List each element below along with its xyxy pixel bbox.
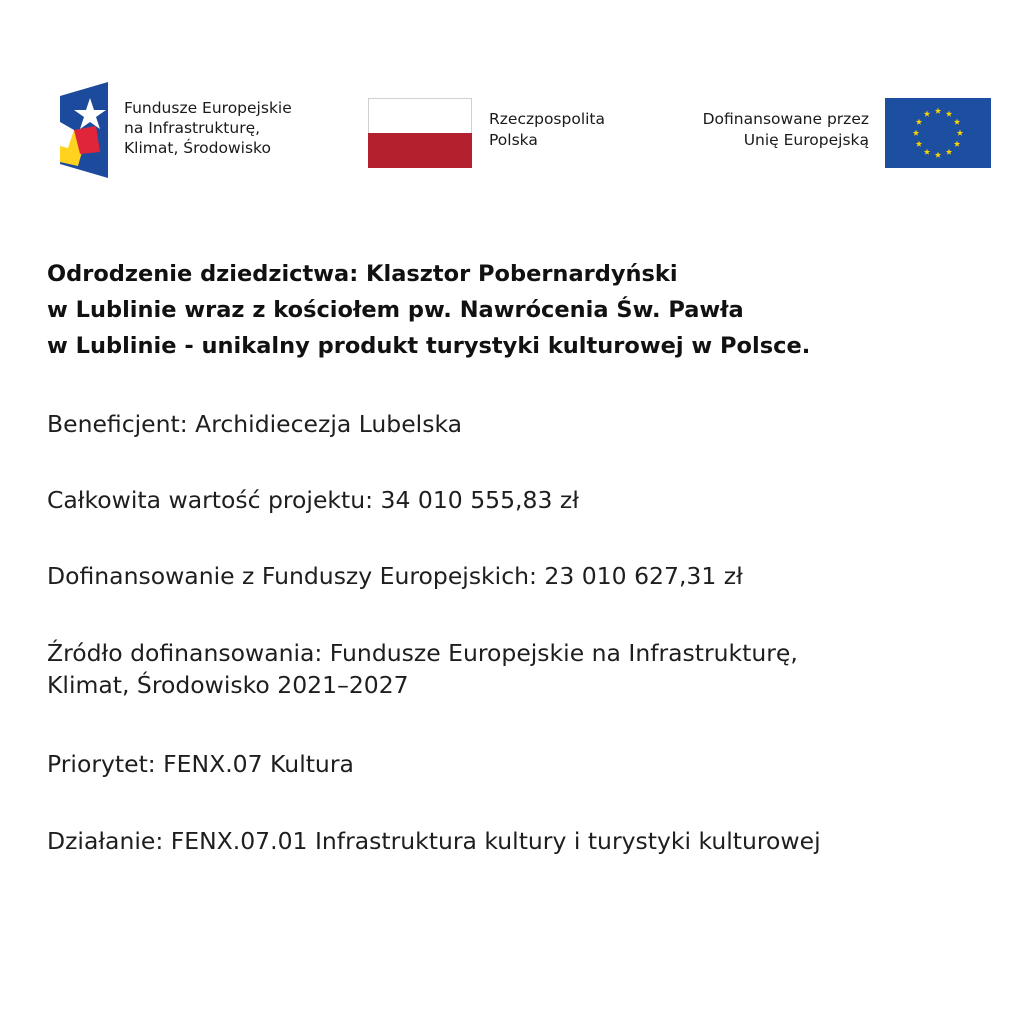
funding-source-line: Źródło dofinansowania: Fundusze Europejskie na Infrastrukturę, [47, 639, 798, 667]
priority-text: Priorytet: FENX.07 Kultura [47, 750, 354, 778]
eu-logo-text [644, 109, 869, 151]
fe-logo-text [124, 98, 292, 158]
project-info [47, 256, 1007, 855]
eu-logo-line: Dofinansowane przez [702, 110, 869, 128]
funding-source-text [47, 637, 798, 701]
logo-bar [0, 0, 1024, 200]
eu-flag-icon [885, 98, 991, 168]
fe-logo-line: Klimat, Środowisko [124, 139, 271, 157]
rp-logo-text [489, 109, 605, 151]
action-text: Działanie: FENX.07.01 Infrastruktura kultury i turystyki kulturowej [47, 827, 821, 855]
rp-logo-line: Polska [489, 131, 538, 149]
eu-logo-line: Unię Europejską [743, 131, 869, 149]
title-line: w Lublinie - unikalny produkt turystyki kulturowej w Polsce. [47, 333, 811, 359]
total-value-text: Całkowita wartość projektu: 34 010 555,83 zł [47, 486, 579, 514]
funding-source-line: Klimat, Środowisko 2021–2027 [47, 671, 409, 699]
title-line: Odrodzenie dziedzictwa: Klasztor Pobernardyński [47, 261, 678, 287]
project-title [47, 256, 1007, 364]
polish-flag-icon [368, 98, 472, 168]
title-line: w Lublinie wraz z kościołem pw. Nawrócenia Św. Pawła [47, 297, 744, 323]
beneficiary-text: Beneficjent: Archidiecezja Lubelska [47, 410, 463, 438]
eu-funding-text: Dofinansowanie z Funduszy Europejskich: 23 010 627,31 zł [47, 562, 743, 590]
fundusze-europejskie-logo-icon [60, 82, 110, 178]
rp-logo-line: Rzeczpospolita [489, 110, 606, 128]
fe-logo-line: Fundusze Europejskie [124, 99, 292, 117]
fe-logo-line: na Infrastrukturę, [124, 119, 261, 137]
